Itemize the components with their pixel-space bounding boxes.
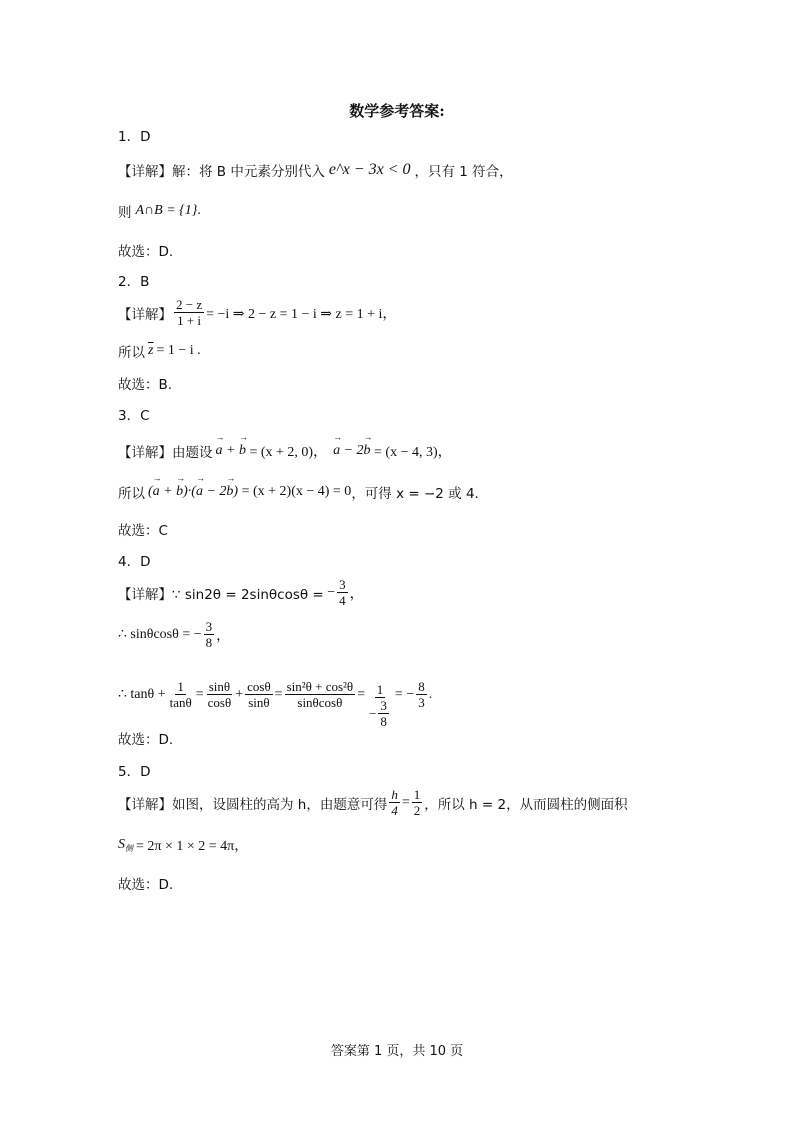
q3-label: 3．C [118,408,150,424]
z-conjugate: $\overline{z}$ [148,343,154,358]
q4-step3: ∴ tanθ + $\frac{1}{\tan\theta}$ = $\frac{\sin\theta}{\cos\theta}$ + $\frac{\cos\theta}{\sin\theta}$ = $\frac{\text{sin²θ + cos²θ}}{\sin\theta\cos\theta}$ = 1 − $\frac{3}{8}$ = − $\frac{8}{3}$ . [118,679,433,729]
q1-inequality: e^x − 3x < 0 [328,161,411,178]
q2-detail: 【详解】 $\frac{2 - z}{1 + i}$ = −i ⇒ 2 − z = 1 − i ⇒ z = 1 + i， [118,297,397,328]
q1-detail: 【详解】解：将 B 中元素分别代入 e^x − 3x < 0 ，只有 1 符合， [118,161,513,180]
q2-result: 所以 $\overline{z}$ = 1 − i . [118,343,201,361]
q4-step2: ∴ sinθcosθ = − $\frac{3}{8}$ ， [118,619,231,650]
q3-detail: 【详解】由题设 → a + → b = (x + 2, 0)， → a − 2→ b = (x − 4, 3)， [118,441,452,461]
q4-label: 4．D [118,554,151,570]
q2-label: 2．B [118,274,150,290]
q5-detail: 【详解】如图，设圆柱的高为 h，由题意可得 $\frac{h}{4}$ = $\frac{1}{2}$ ，所以 h = 2，从而圆柱的侧面积 [118,787,628,818]
q5-label: 5．D [118,764,151,780]
q1-label: 1．D [118,129,151,145]
q5-result: $S_侧$ = 2π × 1 × 2 = 4π， [118,836,249,854]
q5-conclusion: 故选：D. [118,877,174,893]
page-footer: 答案第 1 页，共 10 页 [330,1044,464,1059]
q3-result: 所以 (→ a + → b)·(→ a − 2→ b) = (x + 2)(x − 4) = 0 ，可得 x = −2 或 4. [118,482,479,502]
q1-result: 则 A∩B = {1} . [118,203,201,221]
q4-conclusion: 故选：D. [118,732,174,748]
q1-conclusion: 故选：D. [118,244,174,260]
q2-conclusion: 故选：B. [118,377,173,393]
page-title: 数学参考答案: [349,102,445,120]
q2-fraction: $\frac{2 - z}{1 + i}$ [176,297,203,328]
q3-conclusion: 故选：C [118,523,168,539]
q4-detail: 【详解】∵ sin2θ = 2sinθcosθ = − $\frac{3}{4}$ ， [118,577,364,608]
